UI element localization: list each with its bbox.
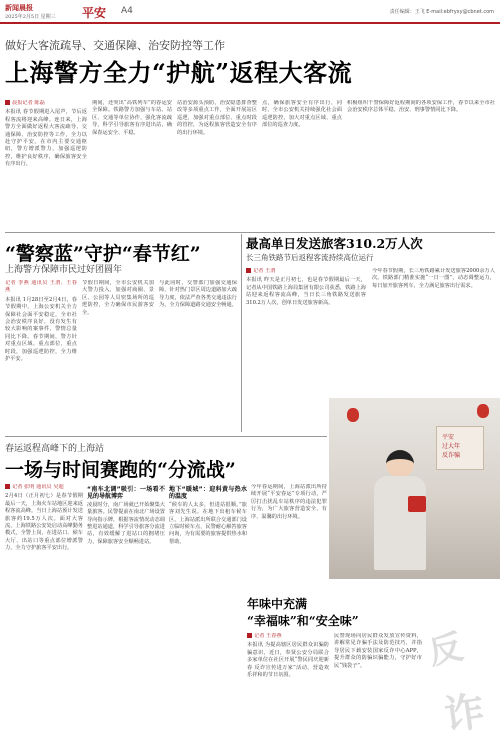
story2-headline: “警察蓝”守护“春节红” bbox=[5, 243, 201, 265]
page-number: A4 bbox=[121, 6, 133, 16]
lantern-icon bbox=[477, 404, 489, 418]
story4-column-3: 地下“暖城”：迎科黄与热水的温度 “候车的人太多，但进站很顺。”旅客刘先生说。在地下出租车候车区，上海站派出所联合交通部门设立临时候车点，民警耐心解答旅客问询，为有需要的旅客提供热水和帮助。 bbox=[169, 486, 247, 545]
news-photo bbox=[329, 398, 500, 579]
vertical-divider bbox=[241, 234, 242, 432]
story1-kicker: 做好大客流疏导、交通保障、治安防控等工作 bbox=[5, 39, 225, 52]
story3-headline: 最高单日发送旅客310.2万人次 bbox=[246, 236, 423, 251]
story2-column-3: 与此同时，交警部门加强交通保障，针对热门景区周边道路加大疏导力度，依法严查各类交通违法行为，全力保障道路交通安全畅通。 bbox=[159, 280, 237, 309]
story2-column-1: 记者 李燕 通讯员 王渭、王春燕 本报讯 1月28日至2月4日，春节假期中，上海公安机关全力保障社会面平安稳定，全市社会治安秩序良好，没有发生有较大影响的案事件，警情总量同比下降。春节期间，警方针对重点区域、重点部位、重点时段，加强巡逻防控，全力维护平安。 bbox=[5, 280, 77, 363]
story5-column-2: 民警现场向居民群众发放宣传资料，讲解常见诈骗手法及防范技巧，并指导居民下载安装国家反诈中心APP，提升群众的防骗识骗能力，守护好市民“钱袋子”。 bbox=[334, 633, 422, 669]
story4-byline: 记者 张明 通讯员 吴超 bbox=[5, 484, 83, 491]
story1-byline: 晨报记者 陈磊 bbox=[5, 100, 87, 107]
story1-headline: 上海警方全力“护航”返程大客流 bbox=[5, 58, 353, 87]
story5-headline: 年味中充满 “幸福味”和“安全味” bbox=[247, 597, 359, 628]
byline-square-icon bbox=[5, 484, 10, 489]
divider bbox=[5, 436, 327, 437]
story3-subhead: 长三角铁路节后返程客流持续高位运行 bbox=[246, 253, 374, 262]
poster: 平安 过大年 反诈骗 bbox=[436, 426, 484, 470]
story2-column-2: 节假日期间，全市公安机关加大警力投入，加强对商圈、景区、公园等人员密集场所的巡逻防控，全力确保市民游客安全。 bbox=[82, 280, 154, 316]
story5-column-1: 记者 王春燕 本报讯 为提高辖区居民群众识骗防骗意识，近日，奉贤公安分局联合多家单位在社区开展“警民同庆迎新春 反诈宣传进万家”活动，营造欢乐祥和的节日氛围。 bbox=[247, 633, 329, 679]
story4-column-2: “南车北调”吸引：一场看不见的导航博弈 凌晨时分，南广场就已开始聚集大量旅客。民警提前在南北广场设置导向指示牌，根据客流情况动态调整进站通道，科学引导旅客分流进站，有效缓解了进站口的拥堵压力，保障旅客安全顺畅进站。 bbox=[87, 486, 165, 545]
story5-byline: 记者 王春燕 bbox=[247, 633, 329, 640]
story4-column-1: 记者 张明 通讯员 吴超 2月4日（正月初七）是春节假期最后一天，上海火车站地区迎来返程客流高峰。当日上海站预计发送旅客约19.5万人次。面对大客流，上海铁路公安处启动高峰勤务模式，全警上岗，在进站口、候车大厅、出站口等重点部位增派警力，全力守护旅客平安出行。 bbox=[5, 484, 83, 552]
byline-square-icon bbox=[247, 633, 252, 638]
story2-subhead: 上海警方保障市民过好团圆年 bbox=[5, 265, 123, 275]
story4-kicker: 春运返程高峰下的上海站 bbox=[5, 444, 105, 454]
story4-subheading-1: “南车北调”吸引：一场看不见的导航博弈 bbox=[87, 486, 165, 501]
story1-column-3: 站治安源头预防，治安隐患排查整改等多项重点工作，全面开展站区巡逻，加强对重点部位、重点时段的管控，为返程旅客营造安全有序的出行环境。 bbox=[177, 100, 257, 136]
divider bbox=[5, 232, 495, 233]
byline-square-icon bbox=[246, 268, 251, 273]
issue-date: 2025年2月5日 星期三 bbox=[5, 14, 56, 20]
lantern-icon bbox=[347, 408, 359, 422]
story3-column-2: 今年春节假期，长三角铁路累计发送旅客2000余万人次。铁路部门精准实施“一日一图”，动态调整运力，每日加开旅客列车，全力满足旅客出行需求。 bbox=[372, 268, 495, 289]
child-figure bbox=[371, 450, 429, 570]
story4-column-4: 今年春运期间，上海站派出所持续开展“平安春运”专项行动，严厉打击扰乱车站秩序的违法犯罪行为，为广大旅客营造安全、有序、温馨的出行环境。 bbox=[251, 484, 327, 520]
newspaper-logo: 新闻晨报 bbox=[5, 3, 33, 12]
masthead bbox=[0, 0, 500, 24]
editor-credit: 责任编辑：王飞 E-mail:ebfryxy@cbnet.com bbox=[389, 9, 494, 15]
story1-column-5: 积极组织干警保障好返程期间的各项安保工作，春节以来全市社会治安秩序总体平稳，治安、刑事警情同比下降。 bbox=[347, 100, 495, 114]
story3-byline: 记者 王渭 bbox=[246, 268, 366, 275]
story1-column-4: 点，确保旅客安全有序出行，同时，全市公安机关持续强化社会面巡逻防控，加大对重点区域、重点部位的巡查力度。 bbox=[262, 100, 342, 129]
story4-headline: 一场与时间赛跑的“分流战” bbox=[5, 459, 236, 481]
anti-fraud-stamp: 反 诈 bbox=[424, 626, 488, 740]
red-bag-icon bbox=[408, 496, 426, 512]
story4-subheading-2: 地下“暖城”：迎科黄与热水的温度 bbox=[169, 486, 247, 501]
story2-byline: 记者 李燕 通讯员 王渭、王春燕 bbox=[5, 280, 77, 294]
section-name: 平安 bbox=[82, 6, 107, 20]
story1-column-1: 晨报记者 陈磊 本报讯 春节假期进入尾声，节后返程客流将迎来高峰。连日来，上海警方全面做好返程大客流疏导、交通保障、治安防控等工作，全力以赴守护平安。在市内主要交通枢纽，警方增派警力，加强巡逻防控，维护良好秩序，确保旅客安全有序出行。 bbox=[5, 100, 87, 168]
byline-square-icon bbox=[5, 100, 10, 105]
story3-column-1: 记者 王渭 本报讯 昨天是正月初七，也是春节假期最后一天，记者从中国铁路上海局集团有限公司获悉，铁路上海站迎来返程客流高峰，当日长三角铁路发送旅客310.2万人次，创单日发送旅客新高。 bbox=[246, 268, 366, 306]
story1-column-2: 期间，还突出“高铁列车”的春运安全保障。铁路警方加强与车站、站区、交通等单位协作，强化客流疏导，科学引导旅客有序进出站，确保春运安全、平稳。 bbox=[92, 100, 172, 136]
